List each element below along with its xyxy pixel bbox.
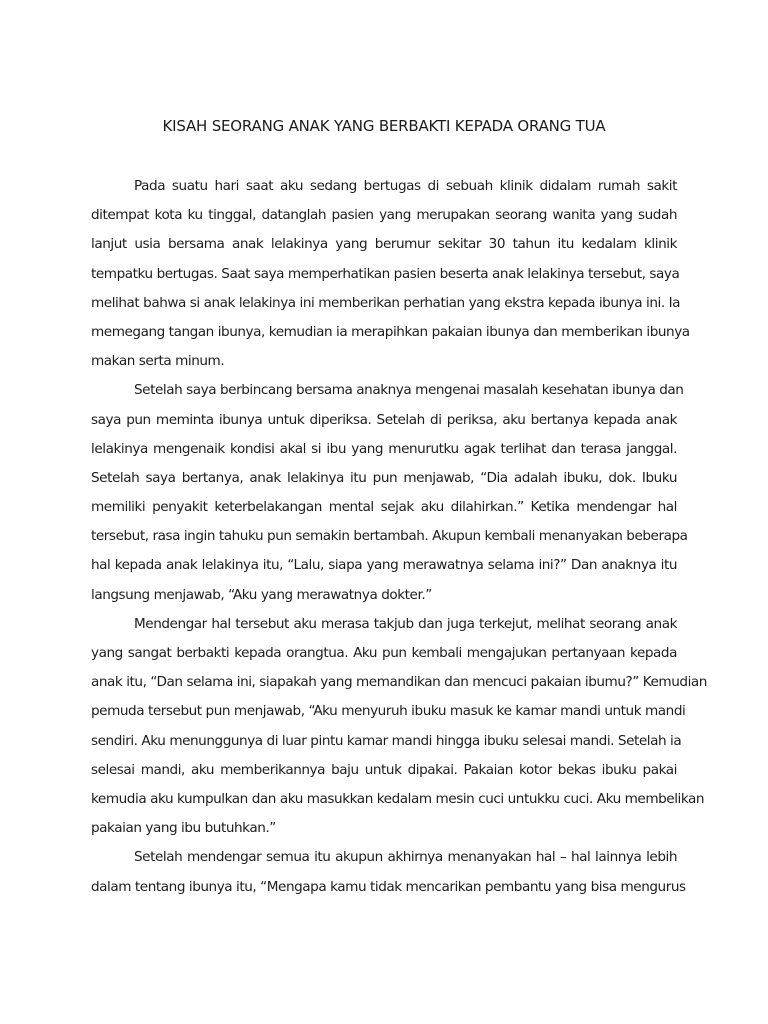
document-body (91, 175, 707, 905)
paragraph-1 (91, 175, 690, 379)
text-line: sendiri. Aku menunggunya di luar pintu kamar mandi hingga ibuku selesai mandi. Setelah ia (91, 732, 682, 749)
text-line: langsung menjawab, “Aku yang merawatnya dokter.” (91, 586, 432, 603)
text-line: pakaian yang ibu butuhkan.” (91, 820, 276, 837)
text-line: ditempat kota ku tinggal, datanglah pasien yang merupakan seorang wanita yang sudah (91, 207, 677, 224)
text-line: memiliki penyakit keterbelakangan mental sejak aku dilahirkan.” Ketika mendengar hal (91, 499, 677, 516)
paragraph-2 (91, 379, 688, 613)
text-line: Setelah saya berbincang bersama anaknya mengenai masalah kesehatan ibunya dan (134, 382, 684, 399)
text-line: Setelah saya bertanya, anak lelakinya itu pun menjawab, “Dia adalah ibuku, dok. Ibuku (91, 469, 677, 486)
text-line: tersebut, rasa ingin tahuku pun semakin bertambah. Akupun kembali menanyakan beberapa (91, 528, 688, 545)
text-line: hal kepada anak lelakinya itu, “Lalu, siapa yang merawatnya selama ini?” Dan anaknya itu (91, 557, 677, 574)
paragraph-3 (91, 613, 707, 847)
text-line: yang sangat berbakti kepada orangtua. Aku pun kembali mengajukan pertanyaan kepada (91, 645, 677, 661)
text-line: dalam tentang ibunya itu, “Mengapa kamu tidak mencarikan pembantu yang bisa mengurus (91, 878, 686, 895)
text-line: selesai mandi, aku memberikannya baju untuk dipakai. Pakaian kotor bekas ibuku pakai (91, 761, 677, 778)
text-line: anak itu, “Dan selama ini, siapakah yang memandikan dan mencuci pakaian ibumu?” Kemudian (91, 674, 707, 691)
text-line: lanjut usia bersama anak lelakinya yang berumur sekitar 30 tahun itu kedalam klinik (91, 236, 677, 253)
text-line: pemuda tersebut pun menjawab, “Aku menyuruh ibuku masuk ke kamar mandi untuk mandi (91, 703, 686, 720)
text-line: makan serta minum. (91, 353, 225, 370)
text-line: Setelah mendengar semua itu akupun akhirnya menanyakan hal – hal lainnya lebih (134, 849, 677, 866)
paragraph-4 (91, 846, 686, 904)
text-line: memegang tangan ibunya, kemudian ia merapihkan pakaian ibunya dan memberikan ibunya (91, 323, 690, 340)
text-line: Pada suatu hari saat aku sedang bertugas di sebuah klinik didalam rumah sakit (134, 178, 677, 194)
text-line: melihat bahwa si anak lelakinya ini memberikan perhatian yang ekstra kepada ibunya ini. Ia (91, 294, 681, 311)
document-title: KISAH SEORANG ANAK YANG BERBAKTI KEPADA ORANG TUA (162, 117, 606, 135)
text-line: lelakinya mengenaik kondisi akal si ibu yang menurutku agak terlihat dan terasa janggal. (91, 440, 677, 457)
text-line: kemudia aku kumpulkan dan aku masukkan kedalam mesin cuci untukku cuci. Aku membelikan (91, 790, 705, 807)
text-line: Mendengar hal tersebut aku merasa takjub dan juga terkejut, melihat seorang anak (134, 615, 677, 632)
text-line: tempatku bertugas. Saat saya memperhatikan pasien beserta anak lelakinya tersebut, saya (91, 265, 680, 282)
text-line: saya pun meminta ibunya untuk diperiksa. Setelah di periksa, aku bertanya kepada anak (91, 411, 677, 428)
